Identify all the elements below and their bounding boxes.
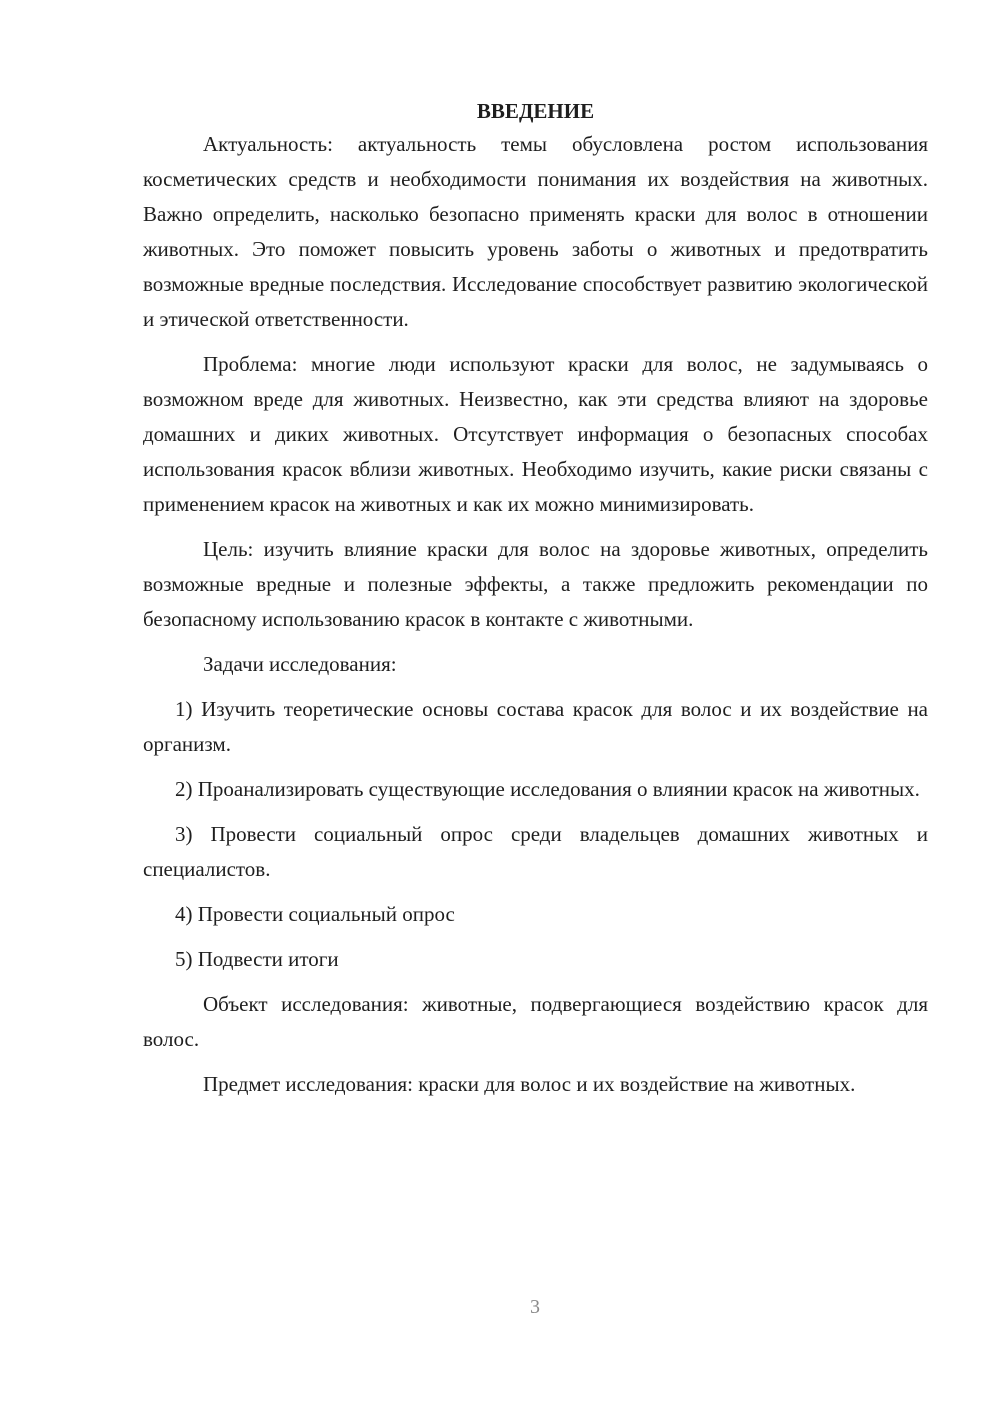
task-item-2: 2) Проанализировать существующие исследования о влиянии красок на животных. <box>175 777 920 801</box>
tasks-heading: Задачи исследования: <box>203 652 397 676</box>
relevance-paragraph: Актуальность: актуальность темы обусловлена ростом использования косметических средств и необходимости понимания их воздействия на животных. Важно определить, насколько безопасно применять краски для волос в отношении животных. Это поможет повысить уровень заботы о животных и предотвратить возможные вредные последствия. Исследование способствует развитию экологической и этической ответственности. <box>143 132 928 331</box>
problem-paragraph: Проблема: многие люди используют краски для волос, не задумываясь о возможном вреде для животных. Неизвестно, как эти средства влияют на здоровье домашних и диких животных. Отсутствует информация о безопасных способах использования красок вблизи животных. Необходимо изучить, какие риски связаны с применением красок на животных и как их можно минимизировать. <box>143 352 928 516</box>
task-item-4: 4) Провести социальный опрос <box>175 902 455 926</box>
page-title: ВВЕДЕНИЕ <box>476 99 595 123</box>
object-paragraph: Объект исследования: животные, подвергающиеся воздействию красок для волос. <box>143 992 928 1051</box>
task-item-5: 5) Подвести итоги <box>175 947 339 971</box>
page-number: 3 <box>530 1296 540 1318</box>
tasks-list <box>143 692 928 977</box>
task-item-1: 1) Изучить теоретические основы состава красок для волос и их воздействие на организм. <box>143 697 928 756</box>
subject-paragraph: Предмет исследования: краски для волос и их воздействие на животных. <box>203 1072 856 1096</box>
task-item-3: 3) Провести социальный опрос среди владельцев домашних животных и специалистов. <box>143 822 928 881</box>
page-content <box>143 95 928 1112</box>
goal-paragraph: Цель: изучить влияние краски для волос на здоровье животных, определить возможные вредные и полезные эффекты, а также предложить рекомендации по безопасному использованию красок в контакте с животными. <box>143 537 928 631</box>
